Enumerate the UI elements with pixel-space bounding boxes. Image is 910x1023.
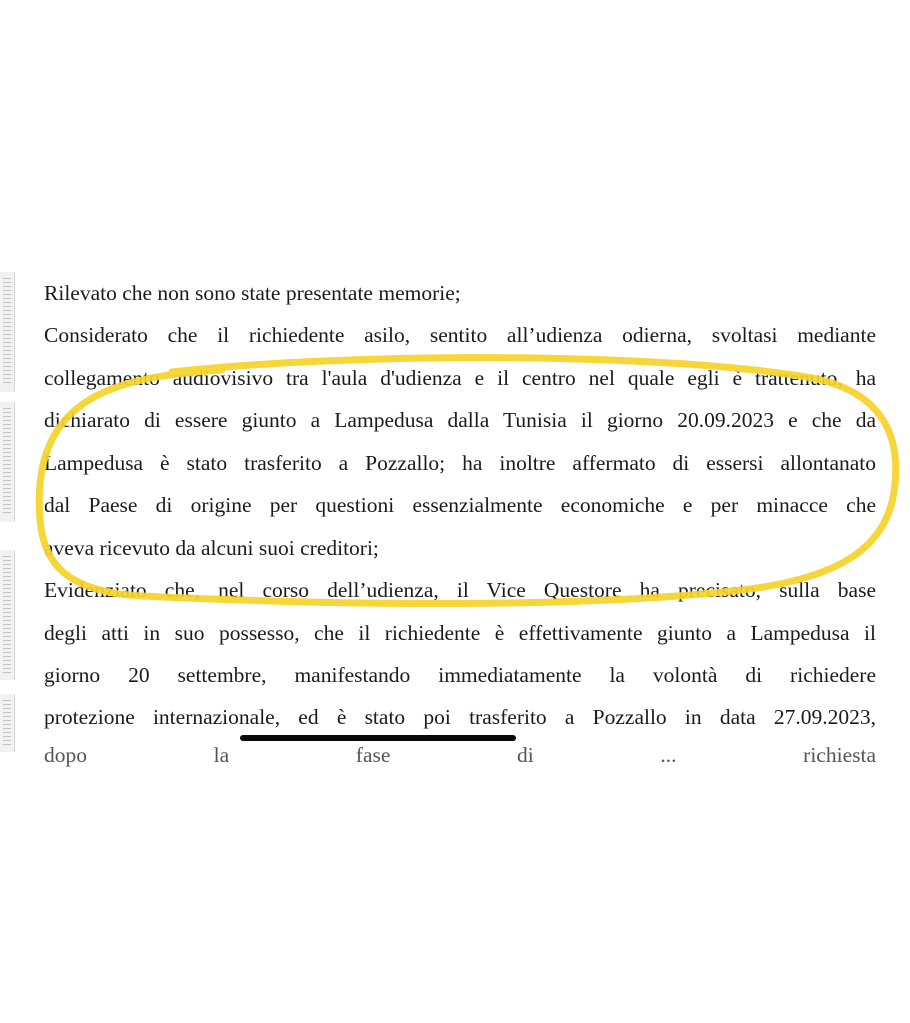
handwritten-underline [240,735,516,741]
page-thumbnail[interactable] [0,402,15,522]
text-line: Lampedusa è stato trasferito a Pozzallo; ha inoltre affermato di essersi allontanato [44,451,876,475]
text-line: degli atti in suo possesso, che il richiedente è effettivamente giunto a Lampedusa il [44,621,876,645]
text-line: protezione internazionale, ed è stato poi trasferito a Pozzallo in data 27.09.2023, [44,705,876,729]
text-line: collegamento audiovisivo tra l'aula d'udienza e il centro nel quale egli è trattenuto, ha [44,366,876,390]
text-line-cut: dopo la fase di ... richiesta [44,743,876,767]
page-thumbnail-strip [0,262,30,752]
text-line: dal Paese di origine per questioni essenzialmente economiche e per minacce che [44,493,876,517]
page-thumbnail[interactable] [0,272,15,392]
text-line: dichiarato di essere giunto a Lampedusa dalla Tunisia il giorno 20.09.2023 e che da [44,408,876,432]
text-line: aveva ricevuto da alcuni suoi creditori; [44,536,379,560]
page-thumbnail[interactable] [0,550,15,680]
page-thumbnail[interactable] [0,694,15,752]
text-line: giorno 20 settembre, manifestando immediatamente la volontà di richiedere [44,663,876,687]
text-line: Evidenziato che, nel corso dell’udienza, il Vice Questore ha precisato, sulla base [44,578,876,602]
text-line: Considerato che il richiedente asilo, sentito all’udienza odierna, svoltasi mediante [44,323,876,347]
text-line: Rilevato che non sono state presentate memorie; [44,281,461,305]
